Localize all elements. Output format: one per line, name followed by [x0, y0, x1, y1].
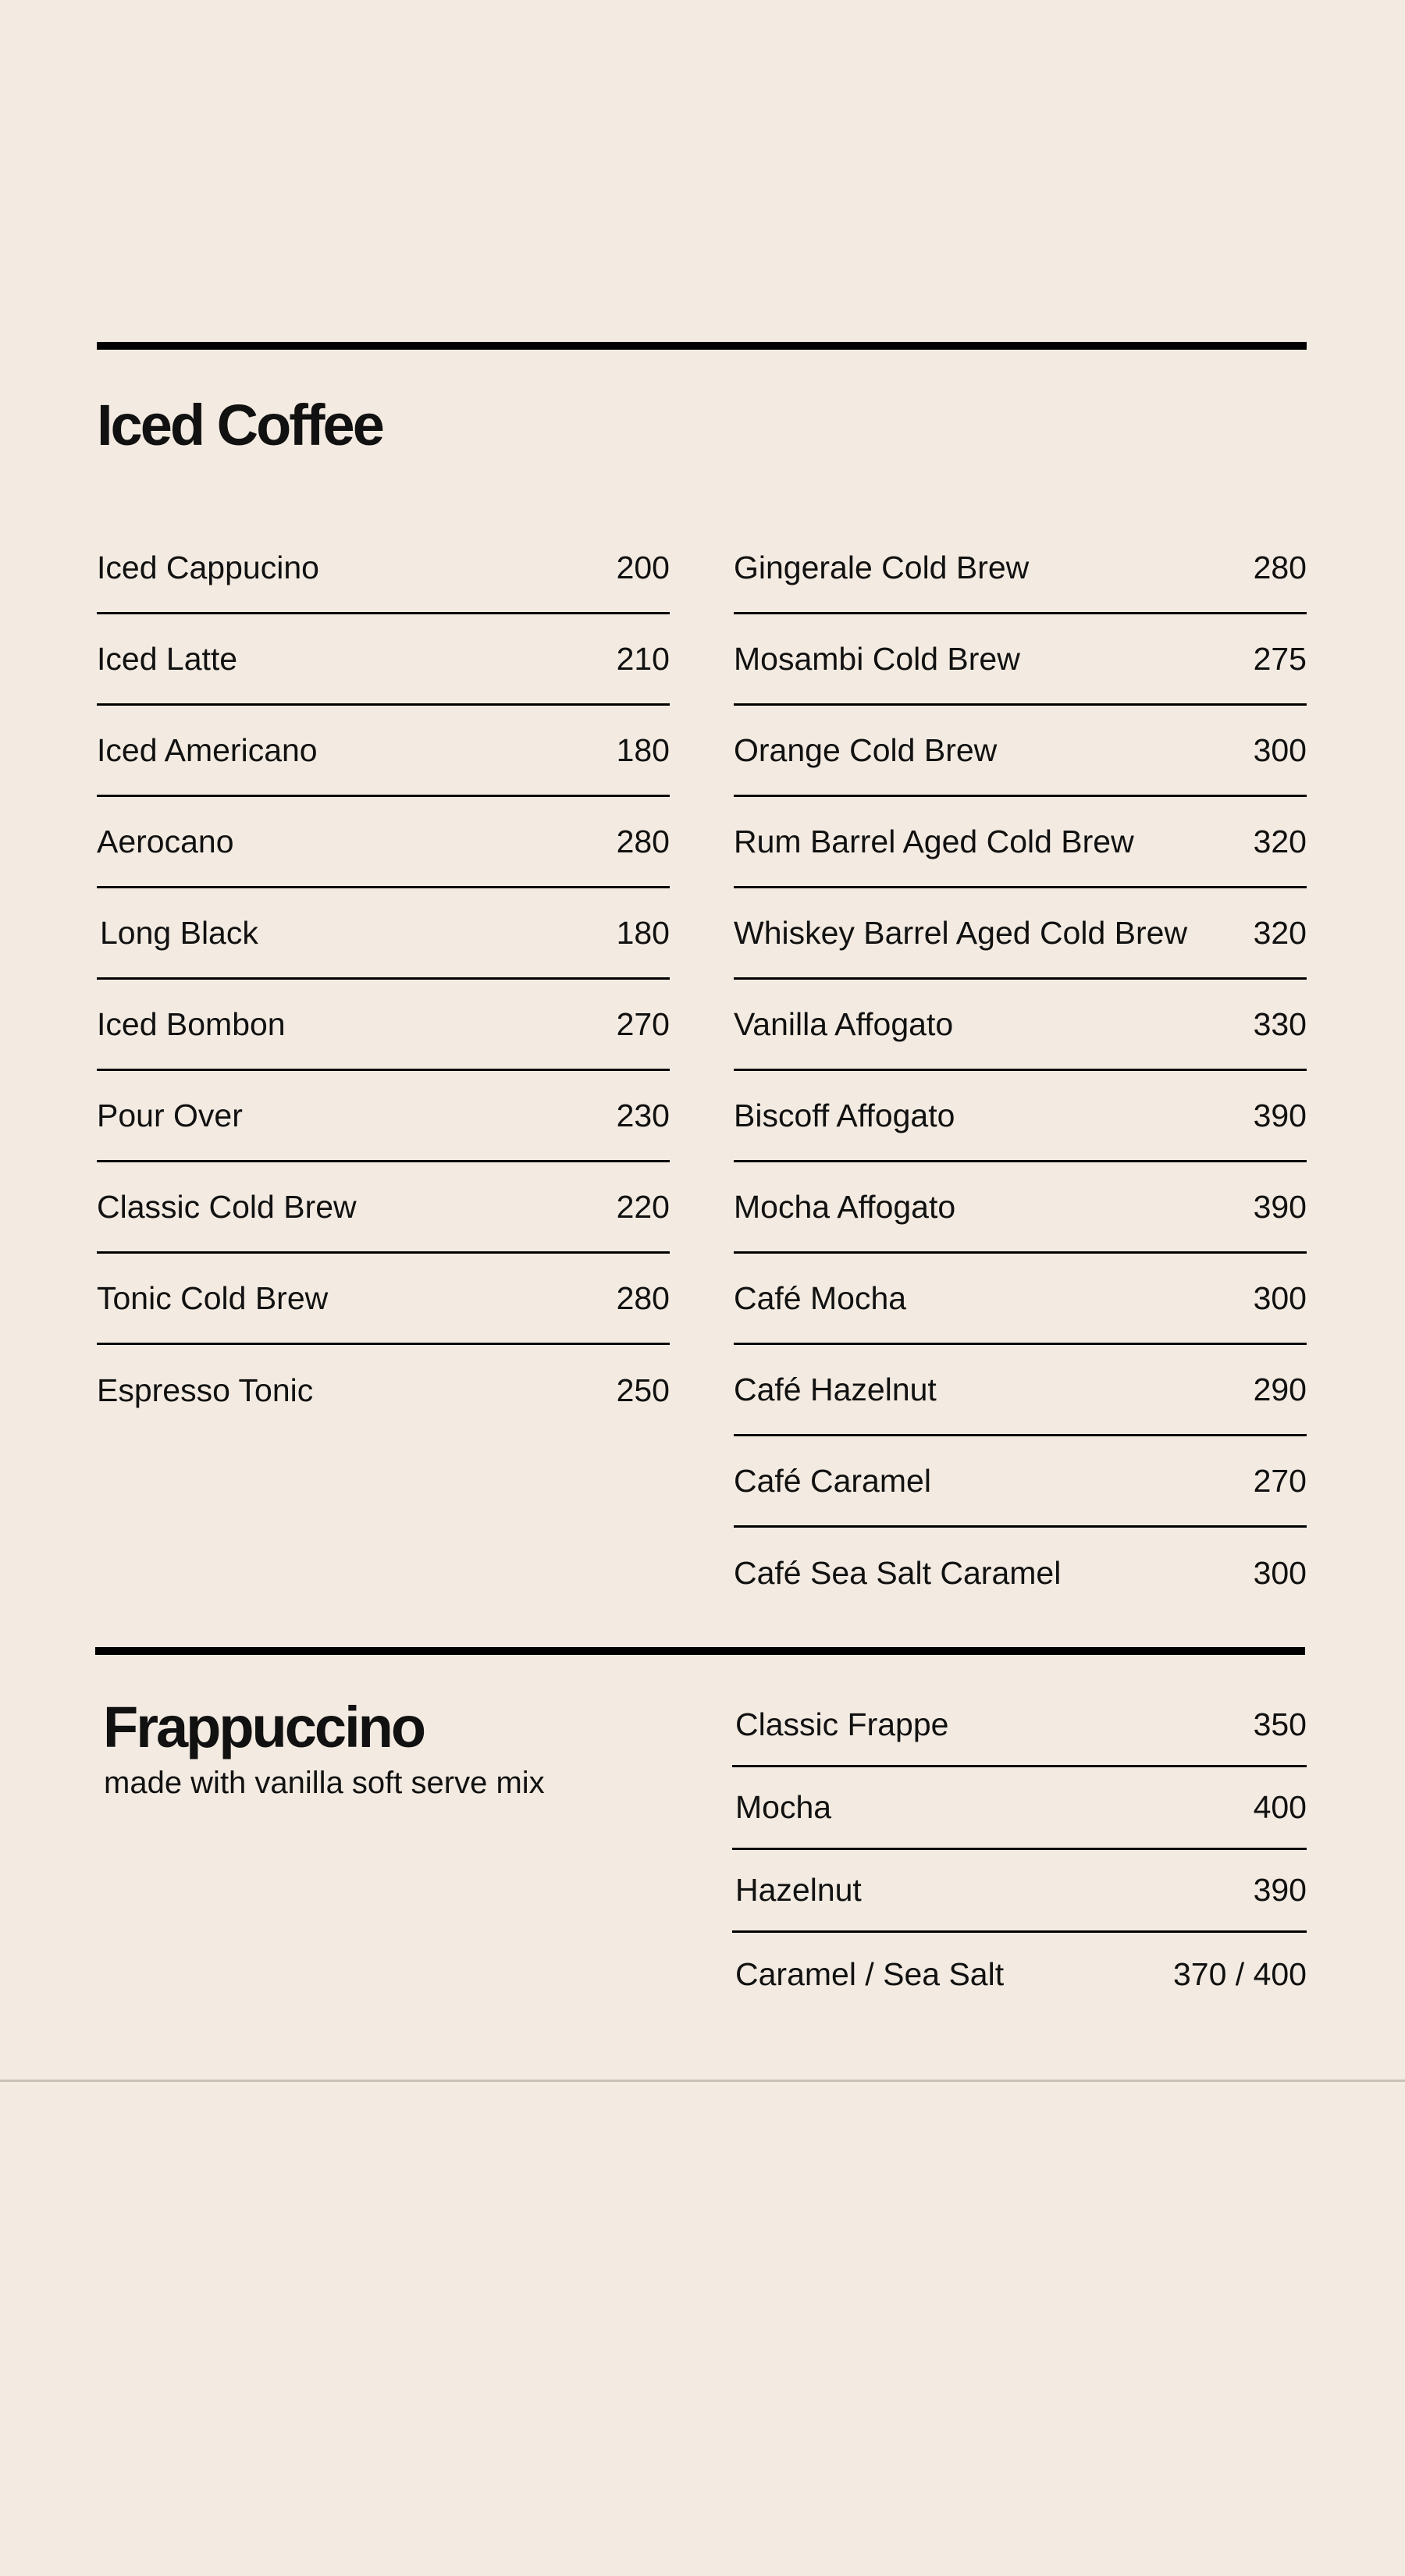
frappuccino-title: Frappuccino	[103, 1695, 425, 1759]
frappuccino-top-rule	[95, 1647, 1305, 1655]
item-name: Pour Over	[97, 1097, 243, 1133]
menu-item	[734, 980, 1307, 1071]
menu-item	[97, 797, 670, 888]
item-name: Gingerale Cold Brew	[734, 549, 1030, 585]
frappuccino-column	[732, 1685, 1307, 2016]
menu-item	[97, 706, 670, 797]
menu-item	[734, 614, 1307, 706]
menu-item	[97, 888, 670, 980]
item-name: Iced Bombon	[97, 1005, 286, 1042]
item-price: 320	[1253, 914, 1307, 951]
iced-coffee-right-column	[734, 523, 1307, 1619]
menu-item	[734, 1528, 1307, 1619]
item-price: 230	[616, 1097, 670, 1133]
item-price: 290	[1253, 1371, 1307, 1407]
item-name: Whiskey Barrel Aged Cold Brew	[734, 914, 1188, 951]
item-name: Iced Americano	[97, 731, 318, 768]
item-price: 180	[616, 914, 670, 951]
item-name: Café Mocha	[734, 1279, 907, 1316]
menu-item	[734, 797, 1307, 888]
item-price: 180	[616, 731, 670, 768]
item-name: Mocha	[735, 1789, 832, 1825]
item-price: 350	[1253, 1706, 1307, 1742]
item-name: Classic Frappe	[735, 1706, 949, 1742]
item-price: 280	[616, 1279, 670, 1316]
menu-item	[97, 1071, 670, 1162]
menu-item	[734, 1254, 1307, 1345]
menu-item	[734, 888, 1307, 980]
item-price: 250	[616, 1372, 670, 1408]
menu-item	[734, 1345, 1307, 1436]
menu-item	[732, 1933, 1307, 2016]
frappuccino-subtitle: made with vanilla soft serve mix	[104, 1766, 545, 1800]
item-name: Café Sea Salt Caramel	[734, 1555, 1062, 1591]
item-name: Hazelnut	[735, 1872, 862, 1908]
item-price: 400	[1253, 1789, 1307, 1825]
item-name: Long Black	[100, 914, 258, 951]
item-price: 370 / 400	[1173, 1955, 1307, 1992]
item-price: 270	[616, 1005, 670, 1042]
iced-coffee-title: Iced Coffee	[97, 393, 382, 457]
item-price: 220	[616, 1188, 670, 1225]
item-name: Iced Cappucino	[97, 549, 319, 585]
item-name: Caramel / Sea Salt	[735, 1955, 1005, 1992]
item-name: Café Hazelnut	[734, 1371, 937, 1407]
item-price: 200	[616, 549, 670, 585]
item-name: Classic Cold Brew	[97, 1188, 357, 1225]
menu-item	[97, 1345, 670, 1436]
item-price: 210	[616, 640, 670, 677]
menu-item	[734, 1071, 1307, 1162]
item-price: 280	[616, 823, 670, 859]
menu-item	[734, 523, 1307, 614]
item-price: 390	[1253, 1188, 1307, 1225]
page-divider	[0, 2080, 1405, 2082]
item-price: 390	[1253, 1097, 1307, 1133]
item-price: 275	[1253, 640, 1307, 677]
menu-item	[97, 1254, 670, 1345]
item-name: Biscoff Affogato	[734, 1097, 955, 1133]
item-price: 300	[1253, 1279, 1307, 1316]
menu-item	[97, 980, 670, 1071]
item-price: 300	[1253, 731, 1307, 768]
menu-item	[97, 614, 670, 706]
menu-item	[732, 1767, 1307, 1850]
item-name: Aerocano	[97, 823, 234, 859]
item-name: Iced Latte	[97, 640, 238, 677]
menu-item	[97, 523, 670, 614]
menu-item	[734, 706, 1307, 797]
item-price: 330	[1253, 1005, 1307, 1042]
item-name: Mocha Affogato	[734, 1188, 956, 1225]
item-price: 390	[1253, 1872, 1307, 1908]
item-price: 320	[1253, 823, 1307, 859]
item-name: Espresso Tonic	[97, 1372, 314, 1408]
item-price: 280	[1253, 549, 1307, 585]
menu-item	[732, 1850, 1307, 1933]
item-price: 300	[1253, 1555, 1307, 1591]
menu-item	[734, 1436, 1307, 1528]
menu-item	[734, 1162, 1307, 1254]
item-name: Orange Cold Brew	[734, 731, 998, 768]
item-name: Vanilla Affogato	[734, 1005, 954, 1042]
item-name: Tonic Cold Brew	[97, 1279, 329, 1316]
item-name: Rum Barrel Aged Cold Brew	[734, 823, 1134, 859]
menu-item	[97, 1162, 670, 1254]
item-name: Mosambi Cold Brew	[734, 640, 1020, 677]
iced-coffee-left-column	[97, 523, 670, 1436]
menu-item	[732, 1685, 1307, 1767]
item-name: Café Caramel	[734, 1462, 931, 1499]
iced-coffee-top-rule	[97, 342, 1307, 350]
item-price: 270	[1253, 1462, 1307, 1499]
